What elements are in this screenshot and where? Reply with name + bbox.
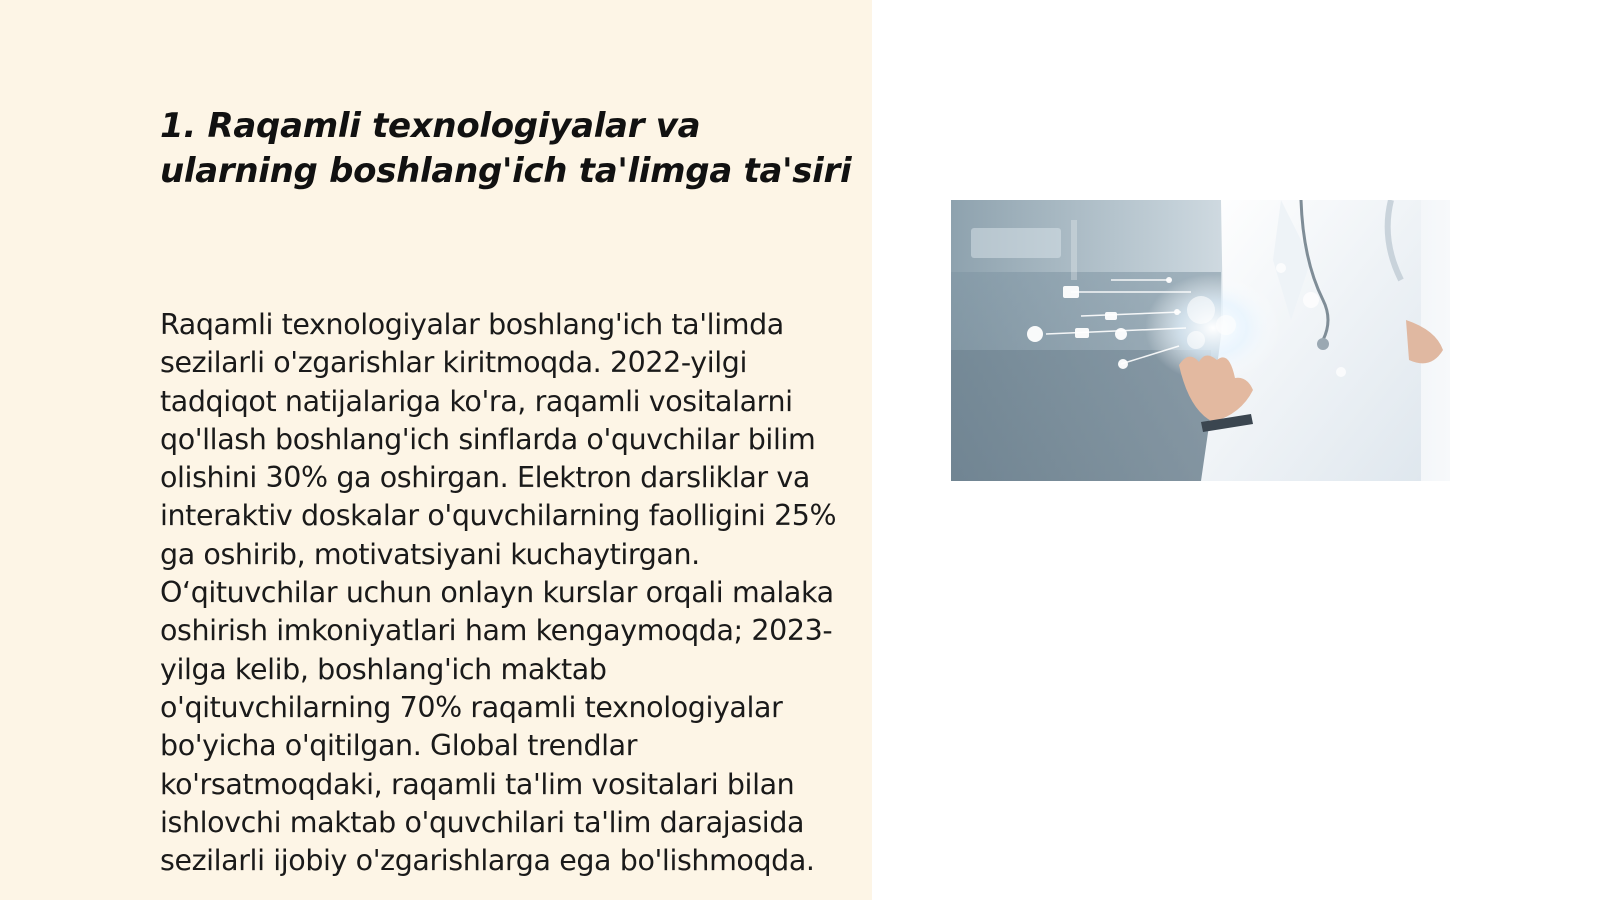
- doctor-digital-health-photo: [951, 200, 1450, 481]
- slide-body-text: Raqamli texnologiyalar boshlang'ich ta'limda sezilarli o'zgarishlar kiritmoqda. 2022-yilgi tadqiqot natijalariga ko'ra, raqamli vositalarni qo'llash boshlang'ich sinflarda o'quvchilar bilim olishini 30% ga oshirgan. Elektron darsliklar va interaktiv doskalar o'quvchilarning faolligini 25% ga oshirib, motivatsiyani kuchaytirgan. O‘qituvchilar uchun onlayn kurslar orqali malaka oshirish imkoniyatlari ham kengaymoqda; 2023-yilga kelib, boshlang'ich maktab o'qituvchilarning 70% raqamli texnologiyalar bo'yicha o'qitilgan. Global trendlar ko'rsatmoqdaki, raqamli ta'lim vositalari bilan ishlovchi maktab o'quvchilari ta'lim darajasida sezilarli ijobiy o'zgarishlarga ega bo'lishmoqda.: [160, 308, 837, 878]
- slide-title: 1. Raqamli texnologiyalar va ularning boshlang'ich ta'limga ta'siri: [160, 106, 852, 191]
